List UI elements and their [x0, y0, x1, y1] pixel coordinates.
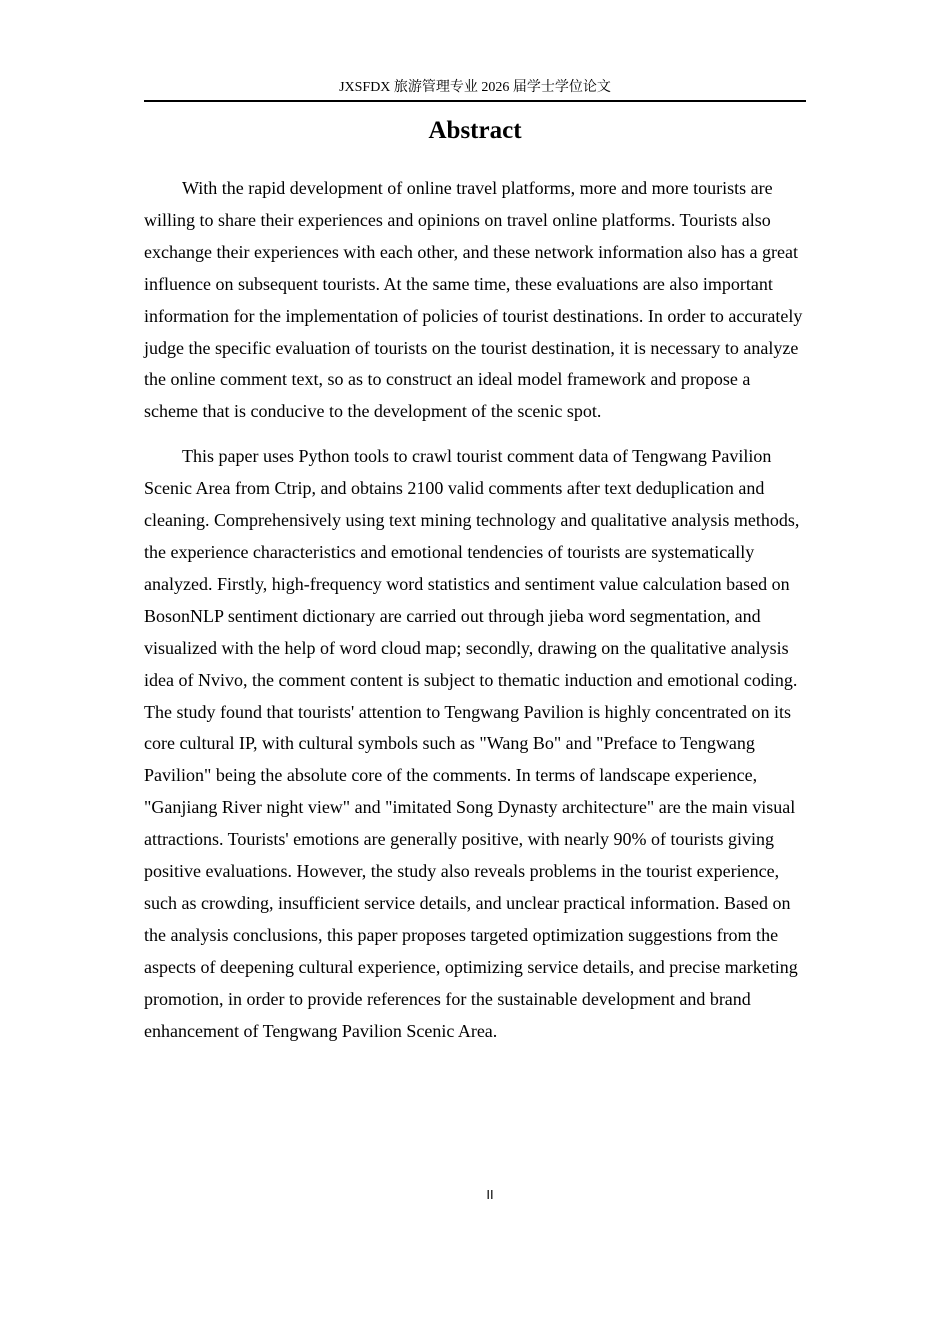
page-number: II	[486, 1187, 494, 1202]
abstract-title: Abstract	[428, 117, 522, 144]
abstract-paragraph-1: With the rapid development of online travel platforms, more and more tourists are willing to share their experiences and opinions on travel online platforms. Tourists also exchange their experiences with each other, and these network information also has a great influence on subsequent tourists. At the same time, these evaluations are also important information for the implementation of policies of tourist destinations. In order to accurately judge the specific evaluation of tourists on the tourist destination, it is necessary to analyze the online comment text, so as to construct an ideal model framework and propose a scheme that is conducive to the development of the scenic spot.	[144, 178, 803, 422]
running-header: JXSFDX 旅游管理专业 2026 届学士学位论文	[339, 80, 611, 95]
abstract-body	[144, 173, 806, 1047]
abstract-paragraph-2: This paper uses Python tools to crawl tourist comment data of Tengwang Pavilion Scenic Area from Ctrip, and obtains 2100 valid comments after text deduplication and cleaning. Comprehensively using text mining technology and qualitative analysis methods, the experience characteristics and emotional tendencies of tourists are systematically analyzed. Firstly, high-frequency word statistics and sentiment value calculation based on BosonNLP sentiment dictionary are carried out through jieba word segmentation, and visualized with the help of word cloud map; secondly, drawing on the qualitative analysis idea of Nvivo, the comment content is subject to thematic induction and emotional coding. The study found that tourists' attention to Tengwang Pavilion is highly concentrated on its core cultural IP, with cultural symbols such as "Wang Bo" and "Preface to Tengwang Pavilion" being the absolute core of the comments. In terms of landscape experience, "Ganjiang River night view" and "imitated Song Dynasty architecture" are the main visual attractions. Tourists' emotions are generally positive, with nearly 90% of tourists giving positive evaluations. However, the study also reveals problems in the tourist experience, such as crowding, insufficient service details, and unclear practical information. Based on the analysis conclusions, this paper proposes targeted optimization suggestions from the aspects of deepening cultural experience, optimizing service details, and precise marketing promotion, in order to provide references for the sustainable development and brand enhancement of Tengwang Pavilion Scenic Area.	[144, 446, 800, 1041]
header-rule	[144, 100, 806, 102]
